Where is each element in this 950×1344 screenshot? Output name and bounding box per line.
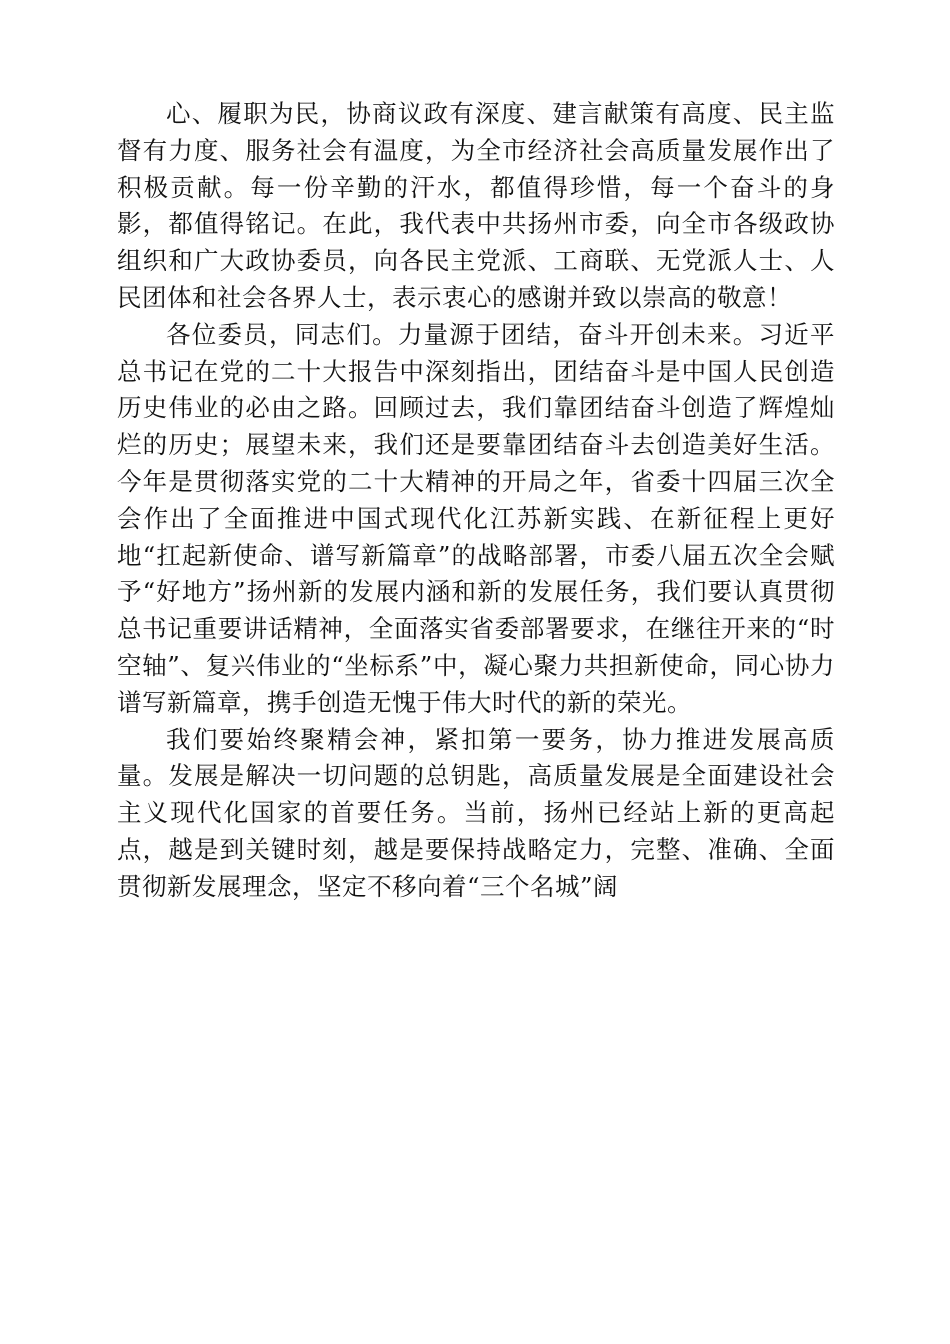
paragraph-1: 心、履职为民，协商议政有深度、建言献策有高度、民主监督有力度、服务社会有温度，为全市经济社会高质量发展作出了积极贡献。每一份辛勤的汗水，都值得珍惜，每一个奋斗的身影，都值得铭记。在此，我代表中共扬州市委，向全市各级政协组织和广大政协委员，向各民主党派、工商联、无党派人士、人民团体和社会各界人士，表示衷心的感谢并致以崇高的敬意！ [117, 99, 835, 312]
paragraph-2: 各位委员，同志们。力量源于团结，奋斗开创未来。习近平总书记在党的二十大报告中深刻指出，团结奋斗是中国人民创造历史伟业的必由之路。回顾过去，我们靠团结奋斗创造了辉煌灿烂的历史；展望未来，我们还是要靠团结奋斗去创造美好生活。今年是贯彻落实党的二十大精神的开局之年，省委十四届三次全会作出了全面推进中国式现代化江苏新实践、在新征程上更好地“扛起新使命、谱写新篇章”的战略部署，市委八届五次全会赋予“好地方”扬州新的发展内涵和新的发展任务，我们要认真贯彻总书记重要讲话精神，全面落实省委部署要求，在继往开来的“时空轴”、复兴伟业的“坐标系”中，凝心聚力共担新使命，同心协力谱写新篇章，携手创造无愧于伟大时代的新的荣光。 [117, 319, 835, 717]
document-body [117, 96, 835, 906]
paragraph-3: 我们要始终聚精会神，紧扣第一要务，协力推进发展高质量。发展是解决一切问题的总钥匙，高质量发展是全面建设社会主义现代化国家的首要任务。当前，扬州已经站上新的更高起点，越是到关键时刻，越是要保持战略定力，完整、准确、全面贯彻新发展理念，坚定不移向着“三个名城”阔 [117, 724, 835, 901]
